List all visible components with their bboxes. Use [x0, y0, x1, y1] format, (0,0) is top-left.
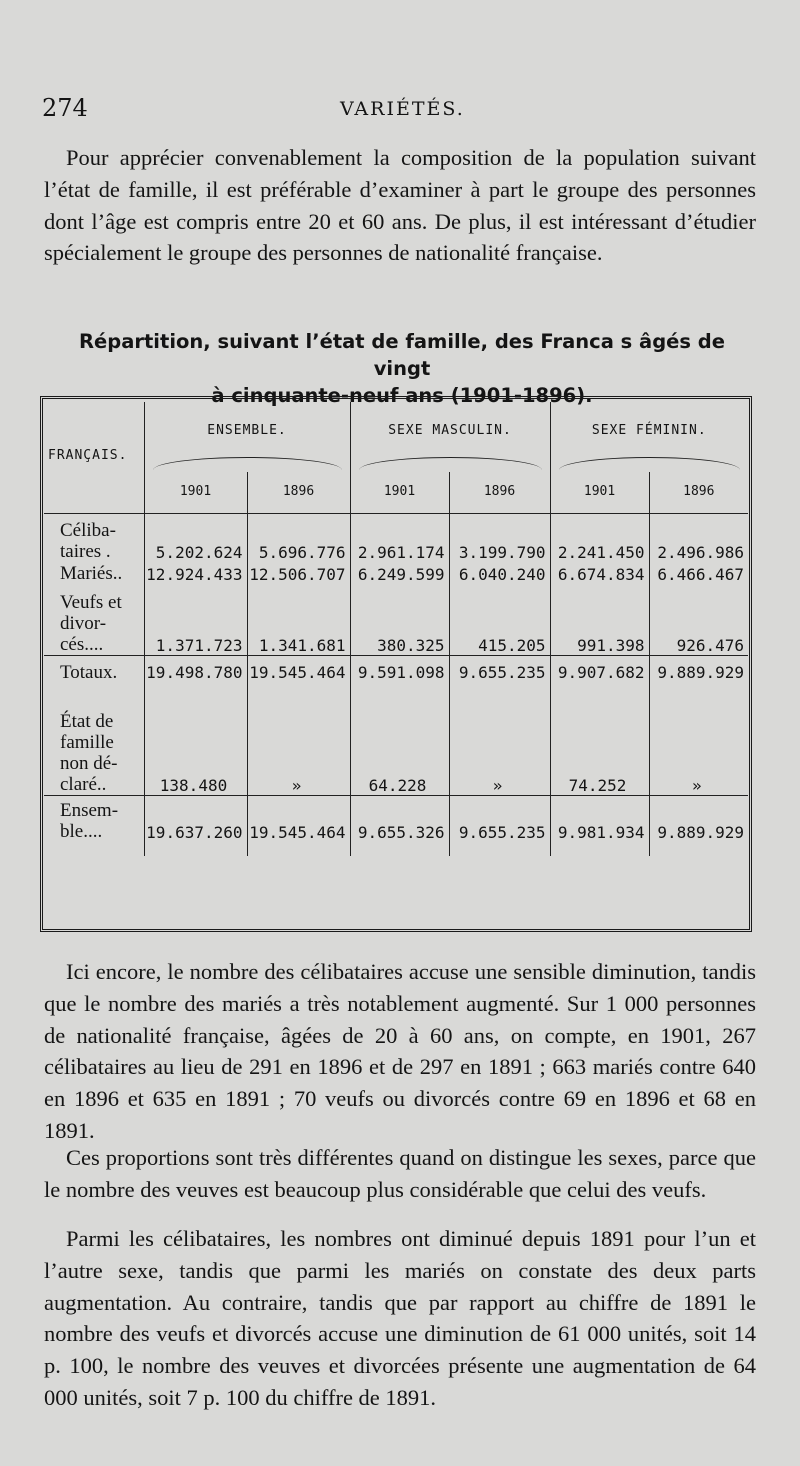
table-cell: 19.498.780 [144, 656, 247, 690]
table-cell: 64.228 [350, 690, 449, 796]
paragraph-4: Parmi les célibataires, les nombres ont diminué depuis 1891 pour l’un et l’autre sexe, tandis que parmi les mariés on constate des deux parts augmentation. Au contraire, tandis que par rapport au chiffre de 1891 le nombre des veufs et divorcés accuse une diminution de 61 000 unités, soit 14 p. 100, le nombre des veuves et divorcées présente une augmentation de 64 000 unités, soit 7 p. 100 du chiffre de 1891. [44, 1226, 756, 1410]
year-header: 1901 [350, 472, 449, 510]
year-header: 1896 [247, 472, 350, 510]
group-brace [350, 438, 550, 472]
table-cell: 2.241.450 [550, 514, 649, 562]
table-cell: 1.341.681 [247, 584, 350, 656]
year-header: 1896 [649, 472, 748, 510]
caption-line-1: Répartition, suivant l’état de famille, des Franca s âgés de vingt [79, 330, 725, 380]
table-cell: 3.199.790 [449, 514, 550, 562]
table-cell: 19.637.260 [144, 796, 247, 856]
year-header: 1896 [449, 472, 550, 510]
table-cell: » [649, 690, 748, 796]
table-cell: 9.889.929 [649, 796, 748, 856]
table-cell: 2.496.986 [649, 514, 748, 562]
table-cell: 6.466.467 [649, 562, 748, 584]
group-header: ENSEMBLE. [144, 402, 350, 438]
table-cell: 9.655.235 [449, 796, 550, 856]
paragraph-3: Ces proportions sont très différentes quand on distingue les sexes, parce que le nombre des veuves est beaucoup plus considérable que celui des veufs. [44, 1145, 756, 1202]
page-number: 274 [42, 94, 88, 122]
table-cell: 926.476 [649, 584, 748, 656]
table-cell: 5.202.624 [144, 514, 247, 562]
table-cell: 12.506.707 [247, 562, 350, 584]
table-cell: 415.205 [449, 584, 550, 656]
caption-line-2: à cinquante-neuf ans (1901-1896). [211, 384, 593, 407]
paragraph-2: Ici encore, le nombre des célibataires accuse une sensible diminution, tandis que le nombre des mariés a très notablement augmenté. Sur 1 000 personnes de nationalité française, âgées de 20 à 60 ans, on compte, en 1901, 267 célibataires au lieu de 291 en 1896 et de 297 en 1891 ; 663 mariés contre 640 en 1896 et 635 en 1891 ; 70 veufs ou divorcés contre 69 en 1896 et 68 en 1891. [44, 959, 756, 1143]
table-cell: 138.480 [144, 690, 247, 796]
intro-paragraph: Pour apprécier convenablement la composition de la population suivant l’état de famille, il est préférable d’examiner à part le groupe des personnes dont l’âge est compris entre 20 et 60 ans. De plus, il est intéressant d’étudier spécialement le groupe des personnes de nationalité française. [44, 145, 756, 266]
table-cell: 19.545.464 [247, 796, 350, 856]
table-cell: » [247, 690, 350, 796]
table-cell: 74.252 [550, 690, 649, 796]
table-cell: 5.696.776 [247, 514, 350, 562]
table-cell: 6.249.599 [350, 562, 449, 584]
table-cell: 9.889.929 [649, 656, 748, 690]
stub-header-cell [44, 402, 144, 438]
row-label: Veufs et divor- cés.... [60, 592, 122, 655]
row-label: Céliba- taires . [60, 519, 116, 562]
table-cell: 19.545.464 [247, 656, 350, 690]
stub-header: FRANÇAIS. [48, 447, 128, 463]
table-cell: 991.398 [550, 584, 649, 656]
population-table [44, 402, 748, 856]
table-cell: 9.655.326 [350, 796, 449, 856]
running-title: VARIÉTÉS. [340, 98, 465, 120]
table-cell: » [449, 690, 550, 796]
group-brace [550, 438, 748, 472]
year-header: 1901 [550, 472, 649, 510]
group-header: SEXE MASCULIN. [350, 402, 550, 438]
year-header: 1901 [144, 472, 247, 510]
table-cell: 1.371.723 [144, 584, 247, 656]
table-cell: 2.961.174 [350, 514, 449, 562]
table-cell: 12.924.433 [144, 562, 247, 584]
row-label: Totaux. [44, 656, 144, 690]
group-brace [144, 438, 350, 472]
table-cell: 9.907.682 [550, 656, 649, 690]
table-cell: 9.655.235 [449, 656, 550, 690]
table-cell: 9.591.098 [350, 656, 449, 690]
table-cell: 6.040.240 [449, 562, 550, 584]
row-label: État de famille non dé- claré.. [60, 711, 118, 795]
table-cell: 380.325 [350, 584, 449, 656]
row-label: Ensem- ble.... [44, 796, 144, 856]
group-header: SEXE FÉMININ. [550, 402, 748, 438]
row-label: Mariés.. [60, 562, 123, 584]
table-cell: 6.674.834 [550, 562, 649, 584]
table-cell: 9.981.934 [550, 796, 649, 856]
